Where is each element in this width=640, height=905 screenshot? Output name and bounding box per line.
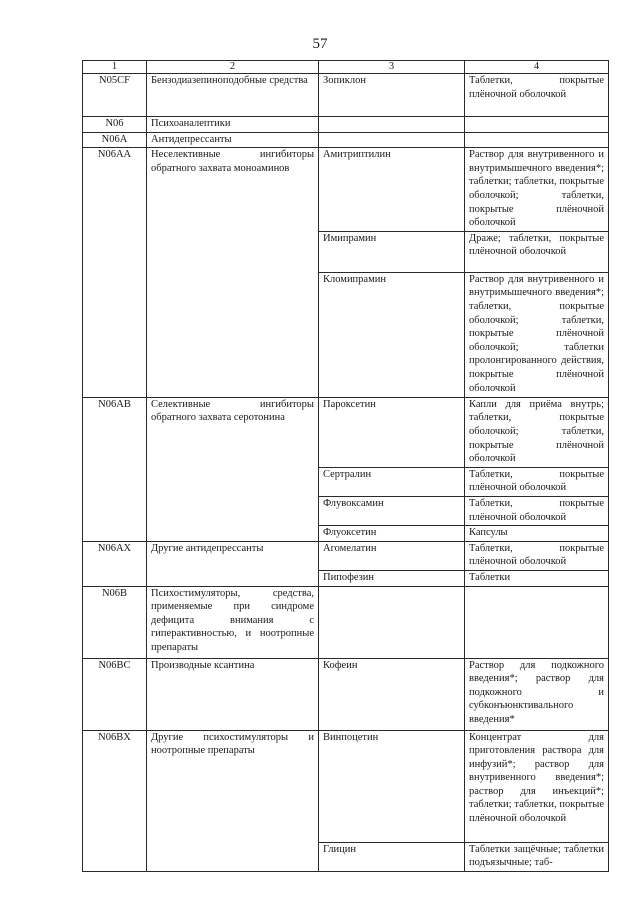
- table-row: [83, 74, 609, 117]
- dosage-form: [465, 586, 609, 658]
- atc-code: N06A: [83, 132, 147, 148]
- drug-name: Пароксетин: [319, 397, 465, 467]
- drug-name: Имипрамин: [319, 231, 465, 272]
- table-row: [83, 148, 609, 232]
- atc-code: N06: [83, 117, 147, 133]
- atc-code: N06BC: [83, 658, 147, 730]
- drug-name: [319, 132, 465, 148]
- dosage-form: Раствор для внутривенного и внутримышечного введения*; таблетки, покрытые оболочкой; таблетки, покрытые плёночной оболочкой; таблетки пролонгированного действия, покрытые плёночной оболочкой: [465, 272, 609, 397]
- drug-table: [82, 60, 609, 872]
- drug-name: Винпоцетин: [319, 730, 465, 842]
- table-row: [83, 541, 609, 570]
- dosage-form: [465, 132, 609, 148]
- drug-name: Флуоксетин: [319, 526, 465, 542]
- dosage-form: Таблетки, покрытые плёночной оболочкой: [465, 467, 609, 496]
- dosage-form: Концентрат для приготовления раствора для инфузий*; раствор для внутривенного введения*; раствор для инъекций*; таблетки; таблетки, покрытые плёночной оболочкой: [465, 730, 609, 842]
- drug-name: [319, 586, 465, 658]
- atc-code: N06AA: [83, 148, 147, 398]
- dosage-form: Таблетки, покрытые плёночной оболочкой: [465, 496, 609, 525]
- dosage-form: Раствор для подкожного введения*; раствор для подкожного и субконъюнктивального введения*: [465, 658, 609, 730]
- dosage-form: Таблетки защёчные; таблетки подъязычные; таб-: [465, 842, 609, 871]
- table-row: [83, 397, 609, 467]
- table-row: [83, 658, 609, 730]
- drug-name: [319, 117, 465, 133]
- drug-name: Флувоксамин: [319, 496, 465, 525]
- atc-code: N06B: [83, 586, 147, 658]
- group-name: Селективные ингибиторы обратного захвата серотонина: [147, 397, 319, 541]
- drug-name: Агомелатин: [319, 541, 465, 570]
- atc-code: N06AX: [83, 541, 147, 586]
- header-col-3: 3: [319, 61, 465, 74]
- header-col-2: 2: [147, 61, 319, 74]
- dosage-form: Капли для приёма внутрь; таблетки, покрытые оболочкой; таблетки, покрытые плёночной оболочкой: [465, 397, 609, 467]
- drug-name: Кофеин: [319, 658, 465, 730]
- table-row: [83, 117, 609, 133]
- header-col-1: 1: [83, 61, 147, 74]
- drug-name: Амитриптилин: [319, 148, 465, 232]
- drug-name: Пипофезин: [319, 570, 465, 586]
- dosage-form: Драже; таблетки, покрытые плёночной оболочкой: [465, 231, 609, 272]
- dosage-form: Таблетки, покрытые плёночной оболочкой: [465, 74, 609, 117]
- table-row: [83, 586, 609, 658]
- dosage-form: Раствор для внутривенного и внутримышечного введения*; таблетки; таблетки, покрытые оболочкой; таблетки, покрытые плёночной оболочкой: [465, 148, 609, 232]
- group-name: Антидепрессанты: [147, 132, 319, 148]
- dosage-form: Капсулы: [465, 526, 609, 542]
- drug-name: Глицин: [319, 842, 465, 871]
- drug-name: Зопиклон: [319, 74, 465, 117]
- header-row: [83, 61, 609, 74]
- dosage-form: Таблетки: [465, 570, 609, 586]
- atc-code: N05CF: [83, 74, 147, 117]
- group-name: Производные ксантина: [147, 658, 319, 730]
- dosage-form: Таблетки, покрытые плёночной оболочкой: [465, 541, 609, 570]
- group-name: Неселективные ингибиторы обратного захвата моноаминов: [147, 148, 319, 398]
- group-name: Другие психостимуляторы и ноотропные препараты: [147, 730, 319, 871]
- header-col-4: 4: [465, 61, 609, 74]
- table-row: [83, 730, 609, 842]
- group-name: Психоаналептики: [147, 117, 319, 133]
- atc-code: N06BX: [83, 730, 147, 871]
- group-name: Психостимуляторы, средства, применяемые при синдроме дефицита внимания с гиперактивностью, и ноотропные препараты: [147, 586, 319, 658]
- drug-name: Кломипрамин: [319, 272, 465, 397]
- page-number: 57: [312, 36, 328, 52]
- drug-name: Сертралин: [319, 467, 465, 496]
- group-name: Бензодиазепиноподобные средства: [147, 74, 319, 117]
- atc-code: N06AB: [83, 397, 147, 541]
- dosage-form: [465, 117, 609, 133]
- group-name: Другие антидепрессанты: [147, 541, 319, 586]
- table-row: [83, 132, 609, 148]
